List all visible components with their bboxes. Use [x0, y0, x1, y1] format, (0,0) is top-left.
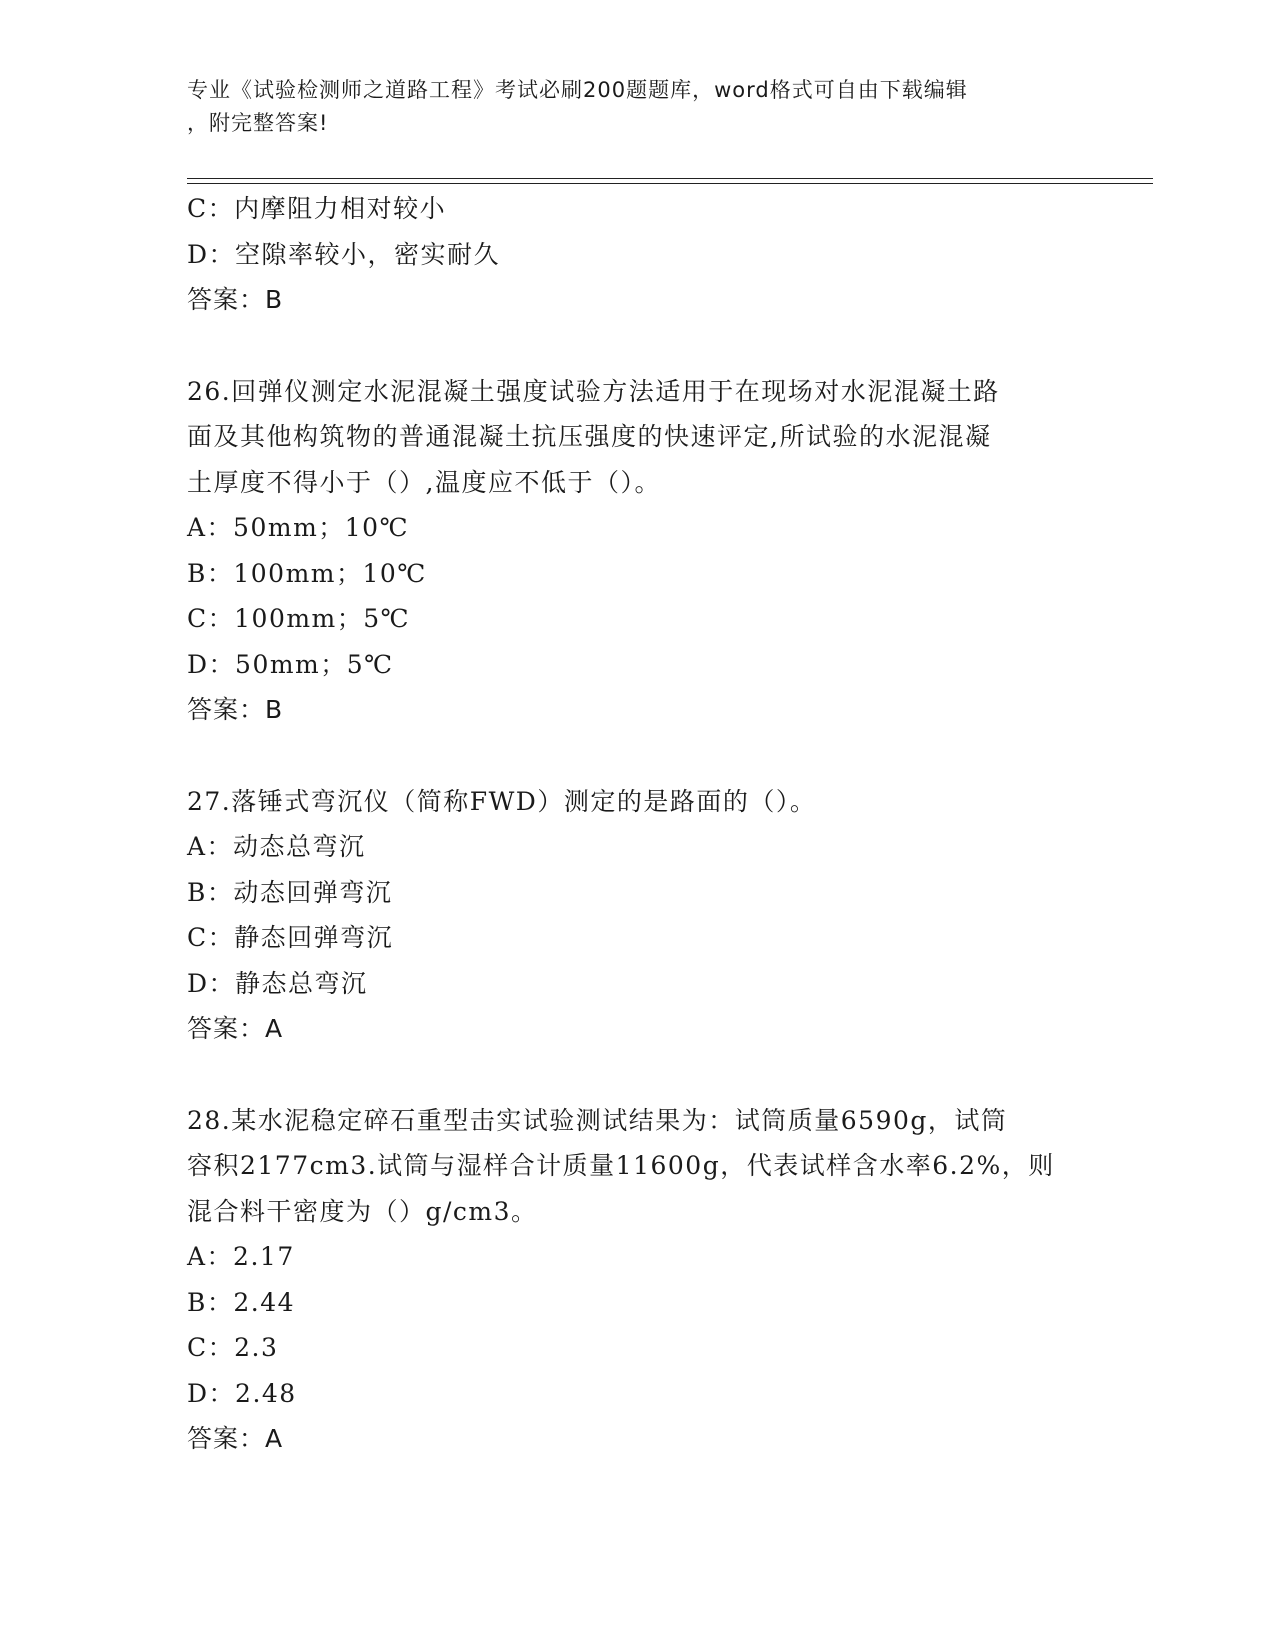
- question-stem-line: 26.回弹仪测定水泥混凝土强度试验方法适用于在现场对水泥混凝土路: [187, 376, 1000, 406]
- document-header: [187, 74, 1067, 140]
- option-b: B：100mm；10℃: [187, 558, 427, 588]
- question-stem-line: 土厚度不得小于（）,温度应不低于（）。: [187, 467, 661, 497]
- header-divider-top: [187, 178, 1153, 179]
- question-stem-line: 混合料干密度为（）g/cm3。: [187, 1196, 538, 1226]
- option-c: C：100mm；5℃: [187, 604, 411, 633]
- answer-line: 答案：B: [187, 695, 284, 724]
- option-a: A：50mm；10℃: [187, 513, 410, 542]
- option-c: C：内摩阻力相对较小: [187, 194, 447, 223]
- option-b: B：2.44: [187, 1287, 296, 1317]
- header-title-line-2: ，附完整答案!: [187, 111, 329, 135]
- question-27: [187, 779, 1087, 1052]
- answer-line: 答案：A: [187, 1424, 284, 1453]
- answer-line: 答案：B: [187, 285, 284, 314]
- option-d: D：50mm；5℃: [187, 649, 394, 679]
- option-b: B：动态回弹弯沉: [187, 877, 393, 907]
- header-divider-bottom: [187, 183, 1153, 184]
- question-stem-line: 27.落锤式弯沉仪（简称FWD）测定的是路面的（）。: [187, 786, 817, 816]
- question-25-tail: [187, 186, 1087, 323]
- option-c: C：静态回弹弯沉: [187, 923, 394, 952]
- question-stem-line: 28.某水泥稳定碎石重型击实试验测试结果为：试筒质量6590g，试筒: [187, 1105, 1008, 1135]
- question-stem-line: 容积2177cm3.试筒与湿样合计质量11600g，代表试样含水率6.2%，则: [187, 1151, 1055, 1180]
- question-list: [187, 186, 1087, 1462]
- option-a: A：动态总弯沉: [187, 832, 366, 861]
- option-d: D：静态总弯沉: [187, 968, 368, 998]
- question-28: [187, 1098, 1087, 1462]
- question-26: [187, 369, 1087, 733]
- answer-line: 答案：A: [187, 1014, 284, 1043]
- question-stem: [187, 369, 1077, 506]
- header-title-line-1: 专业《试验检测师之道路工程》考试必刷200题题库，word格式可自由下载编辑: [187, 78, 968, 102]
- question-stem: [187, 779, 1077, 825]
- question-stem-line: 面及其他构筑物的普通混凝土抗压强度的快速评定,所试验的水泥混凝: [187, 422, 992, 451]
- question-stem: [187, 1098, 1077, 1235]
- option-a: A：2.17: [187, 1242, 295, 1271]
- option-d: D：空隙率较小，密实耐久: [187, 239, 501, 269]
- option-d: D：2.48: [187, 1378, 297, 1408]
- option-c: C：2.3: [187, 1333, 279, 1362]
